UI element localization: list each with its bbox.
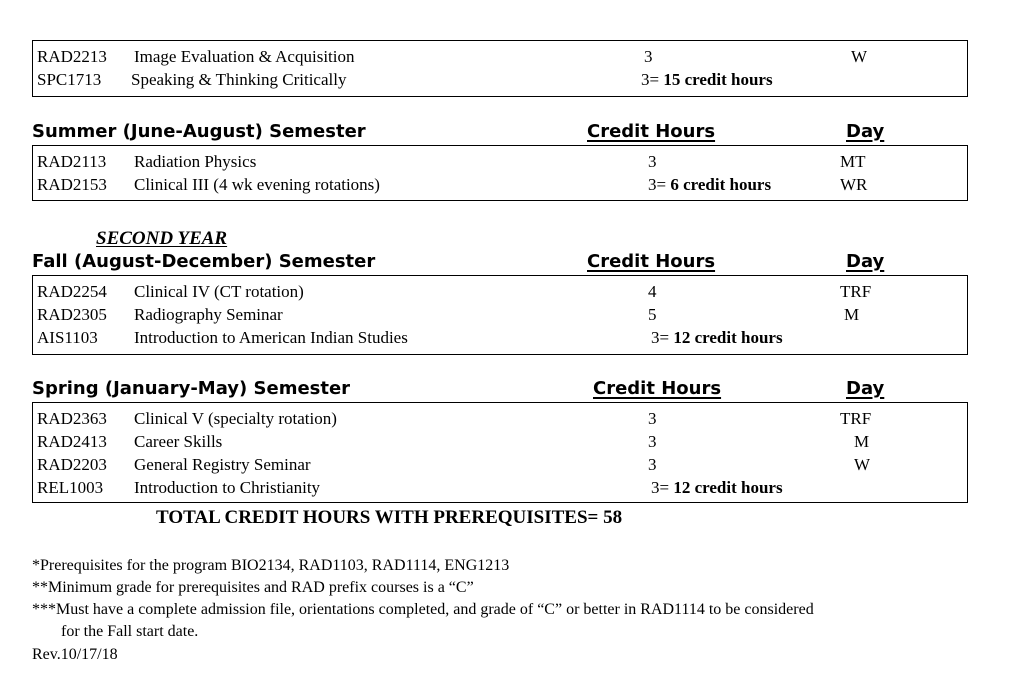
course-credits (641, 68, 773, 91)
course-credits: 3 (648, 455, 657, 474)
table-row (33, 303, 967, 326)
table-row (33, 407, 967, 430)
table-row (33, 280, 967, 303)
semester-total: 12 credit hours (673, 328, 783, 347)
summer-day-header: Day (846, 121, 885, 142)
course-credits: 4 (648, 282, 657, 301)
course-credits: 3 (648, 409, 657, 428)
course-code: RAD2363 (37, 409, 107, 428)
course-title: Clinical IV (CT rotation) (134, 282, 304, 301)
table-row (33, 453, 967, 476)
spring-semester-title: Spring (January-May) Semester (32, 378, 351, 399)
course-day: MT (840, 152, 866, 171)
course-credits: 3 (644, 47, 653, 66)
table-row (33, 476, 967, 499)
total-credit-hours: TOTAL CREDIT HOURS WITH PREREQUISITES= 58 (156, 507, 623, 528)
course-code: RAD2305 (37, 305, 107, 324)
revision-date: Rev.10/17/18 (32, 646, 118, 663)
course-day: W (854, 455, 871, 474)
course-code: RAD2213 (37, 47, 107, 66)
course-day: M (844, 305, 860, 324)
prerequisites-note: *Prerequisites for the program BIO2134, RAD1103, RAD1114, ENG1213 (32, 557, 510, 574)
admission-requirements-note: ***Must have a complete admission file, orientations completed, and grade of “C” or better in RAD1114 to be considered (32, 601, 814, 618)
course-title: Career Skills (134, 432, 223, 451)
course-day: WR (840, 175, 868, 194)
fall-semester-title: Fall (August-December) Semester (32, 251, 376, 272)
course-code: REL1003 (37, 478, 104, 497)
course-credits: 5 (648, 305, 657, 324)
second-year-heading: SECOND YEAR (96, 228, 228, 249)
minimum-grade-note: **Minimum grade for prerequisites and RAD prefix courses is a “C” (32, 579, 474, 596)
spring-course-box (32, 402, 968, 503)
course-code: RAD2203 (37, 455, 107, 474)
table-row (33, 150, 967, 173)
summer-credit-hours-header: Credit Hours (587, 121, 716, 142)
course-credits: 3 (648, 152, 657, 171)
table-row (33, 68, 967, 91)
course-day: W (851, 47, 868, 66)
course-title: Clinical III (4 wk evening rotations) (134, 175, 380, 194)
course-day: TRF (840, 282, 872, 301)
table-row (33, 430, 967, 453)
course-code: AIS1103 (37, 328, 98, 347)
course-code: RAD2254 (37, 282, 107, 301)
summer-semester-title: Summer (June-August) Semester (32, 121, 366, 142)
credits-value: 3= (651, 328, 670, 347)
course-title: Image Evaluation & Acquisition (134, 47, 355, 66)
course-title: Radiation Physics (134, 152, 257, 171)
table-row (33, 173, 967, 196)
credits-value: 3= (651, 478, 670, 497)
course-day: TRF (840, 409, 872, 428)
first-year-spring-continuation-box (32, 40, 968, 97)
summer-course-box (32, 145, 968, 201)
course-day: M (854, 432, 870, 451)
course-credits: 3 (648, 432, 657, 451)
course-credits (648, 173, 771, 196)
fall-day-header: Day (846, 251, 885, 272)
semester-total: 12 credit hours (673, 478, 783, 497)
spring-day-header: Day (846, 378, 885, 399)
table-row (33, 45, 967, 68)
semester-total: 6 credit hours (670, 175, 772, 194)
course-title: Introduction to Christianity (134, 478, 321, 497)
course-title: Speaking & Thinking Critically (131, 70, 347, 89)
fall-course-box (32, 275, 968, 355)
course-code: SPC1713 (37, 70, 102, 89)
credits-value: 3= (641, 70, 660, 89)
course-code: RAD2413 (37, 432, 107, 451)
course-code: RAD2113 (37, 152, 107, 171)
course-title: Radiography Seminar (134, 305, 283, 324)
fall-credit-hours-header: Credit Hours (587, 251, 716, 272)
course-credits (651, 476, 783, 499)
course-title: Clinical V (specialty rotation) (134, 409, 337, 428)
course-code: RAD2153 (37, 175, 107, 194)
course-title: Introduction to American Indian Studies (134, 328, 408, 347)
course-title: General Registry Seminar (134, 455, 311, 474)
spring-credit-hours-header: Credit Hours (593, 378, 722, 399)
credits-value: 3= (648, 175, 667, 194)
table-row (33, 326, 967, 349)
semester-total: 15 credit hours (663, 70, 773, 89)
course-credits (651, 326, 783, 349)
admission-requirements-note-continued: for the Fall start date. (61, 623, 199, 640)
